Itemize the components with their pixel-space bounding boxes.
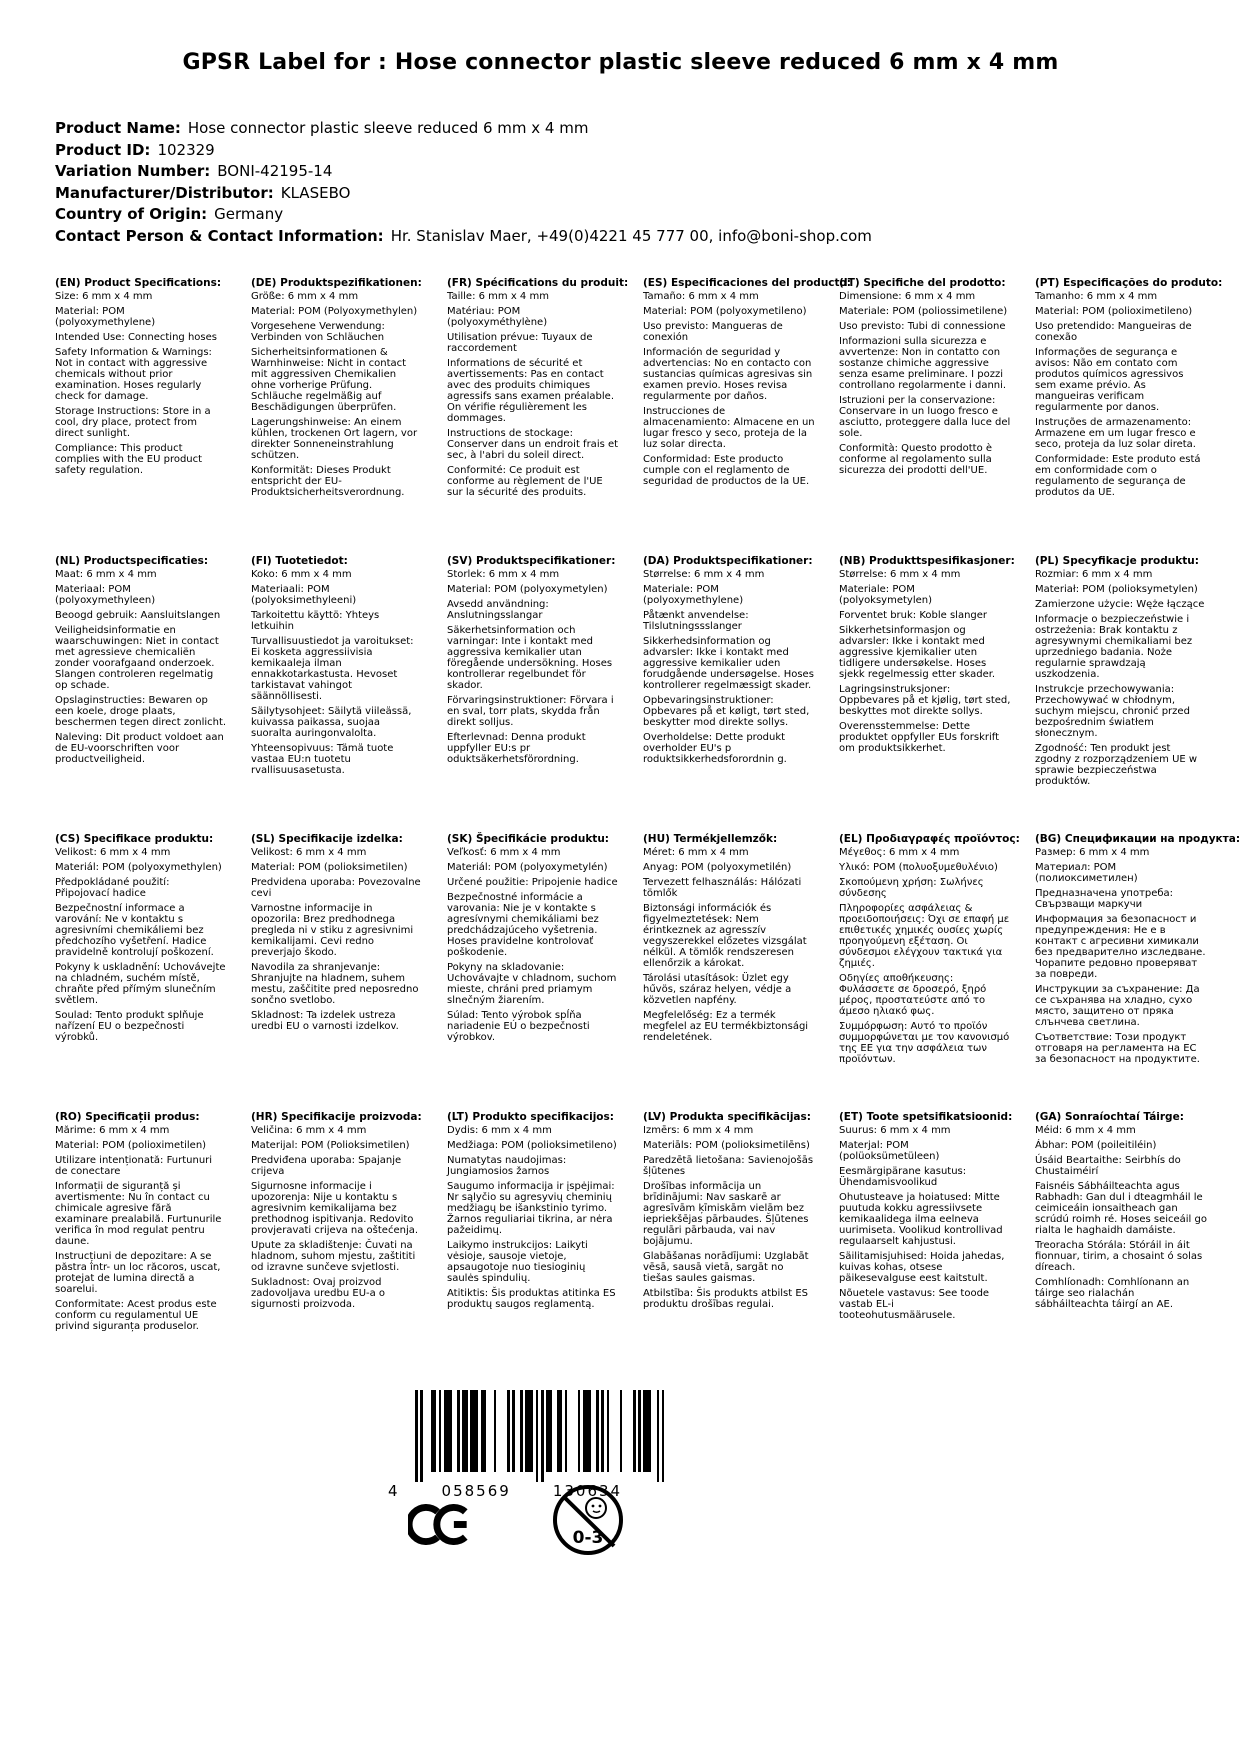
spec-item: Utilisation prévue: Tuyaux de raccordement — [447, 332, 593, 354]
spec-item: Informations de sécurité et avertissements: Pas en contact avec des produits chimiques agressifs sans examen préalable. On vérifie régulièrement les dommages. — [447, 358, 615, 424]
spec-item: Treoracha Stórála: Stóráil in áit fionnuar, tirim, a chosaint ó solas díreach. — [1035, 1240, 1203, 1273]
spec-item: Taille: 6 mm x 4 mm — [447, 291, 549, 302]
spec-header: (SL) Specifikacije izdelka: — [251, 833, 403, 845]
spec-item: Sicherheitsinformationen & Warnhinweise: Nicht in contact mit aggressiven Chemikalien ohne vorherige Prüfung. Schläuche regelmäßig auf Beschädigungen überprüfen. — [251, 347, 407, 413]
spec-header: (SK) Špecifikácie produktu: — [447, 833, 610, 845]
spec-item: Uso previsto: Tubi di connessione — [839, 321, 1006, 332]
spec-item: Säilitamisjuhised: Hoida jahedas, kuivas kohas, otsese päikesevalguse eest kaitstult. — [839, 1251, 1005, 1284]
spec-block-et — [839, 1112, 1011, 1390]
spec-item: Laikymo instrukcijos: Laikyti vėsioje, sausoje vietoje, apsaugotoje nuo tiesioginių saulės spindulių. — [447, 1240, 588, 1284]
spec-item: Sikkerhetsinformasjon og advarsler: Ikke i kontakt med aggressive kjemikalier uten tidligere undersøkelse. Hoses sjekk regelmessig etter skader. — [839, 625, 996, 680]
spec-block-sv — [447, 556, 619, 834]
spec-item: Vorgesehene Verwendung: Verbinden von Schläuchen — [251, 321, 385, 343]
spec-block-da — [643, 556, 815, 834]
contact-label: Contact Person & Contact Information: — [55, 226, 384, 245]
manufacturer-value: KLASEBO — [280, 183, 351, 202]
barcode-bar — [662, 1390, 665, 1482]
manufacturer-row — [55, 183, 872, 205]
barcode-bars — [415, 1390, 665, 1482]
spec-item: Určené použitie: Pripojenie hadice — [447, 877, 618, 888]
spec-header: (PT) Especificações do produto: — [1035, 277, 1223, 289]
spec-item: Zamierzone użycie: Węże łączące — [1035, 599, 1205, 610]
spec-item: Материал: POM (полиоксиметилен) — [1035, 862, 1138, 884]
spec-item: Påtænkt anvendelse: Tilslutningssslanger — [643, 610, 749, 632]
spec-header: (FI) Tuotetiedot: — [251, 555, 348, 567]
spec-item: Utilizare intenționată: Furtunuri de conectare — [55, 1155, 213, 1177]
spec-item: Méret: 6 mm x 4 mm — [643, 847, 749, 858]
spec-block-de — [251, 278, 423, 556]
spec-item: Material: POM (polyoxymetileno) — [643, 306, 807, 317]
spec-item: Информация за безопасност и предупреждения: Не е в контакт с агресивни химикали без предварително изследване. Чорапите редовно проверяват за повреди. — [1035, 914, 1206, 980]
manufacturer-label: Manufacturer/Distributor: — [55, 183, 274, 202]
spec-item: Conformità: Questo prodotto è conforme al regolamento sulla sicurezza dei prodotti dell'UE. — [839, 443, 993, 476]
spec-item: Sukladnost: Ovaj proizvod zadovoljava uredbu EU-a o sigurnosti proizvoda. — [251, 1277, 386, 1310]
spec-item: Pokyny na skladovanie: Uchovávajte v chladnom, suchom mieste, chráni pred priamym slnečným žiarením. — [447, 962, 617, 1006]
spec-block-lt — [447, 1112, 619, 1390]
spec-item: Atbilstība: Šis produkts atbilst ES produktu drošības regulai. — [643, 1288, 809, 1310]
spec-item: Instructions de stockage: Conserver dans un endroit frais et sec, à l'abri du soleil direct. — [447, 428, 619, 461]
spec-item: Materiāls: POM (polioksimetilēns) — [643, 1140, 810, 1151]
contact-value: Hr. Stanislav Maer, +49(0)4221 45 777 00, info@boni-shop.com — [390, 226, 872, 245]
spec-item: Maat: 6 mm x 4 mm — [55, 569, 157, 580]
spec-header: (EL) Προδιαγραφές προϊόντος: — [839, 833, 1020, 845]
spec-item: Megfelelőség: Ez a termék megfelel az EU termékbiztonsági rendeletének. — [643, 1010, 809, 1043]
spec-item: Información de seguridad y advertencias: No en contacto con sustancias químicas agresivas sin examen previo. Hoses revisa regularmente por daños. — [643, 347, 813, 402]
spec-item: Mărime: 6 mm x 4 mm — [55, 1125, 170, 1136]
spec-item: Предназначена употреба: Свързващи маркучи — [1035, 888, 1174, 910]
spec-item: Informacje o bezpieczeństwie i ostrzeżenia: Brak kontaktu z agresywnymi chemikaliami bez uprzedniego badania. Noże regularnie sprawdzają uszkodzenia. — [1035, 614, 1193, 680]
spec-item: Materjal: POM (polüoksümetüleen) — [839, 1140, 940, 1162]
country-of-origin-row — [55, 204, 872, 226]
spec-block-fi — [251, 556, 423, 834]
spec-item: Dydis: 6 mm x 4 mm — [447, 1125, 552, 1136]
spec-header: (ET) Toote spetsifikatsioonid: — [839, 1111, 1013, 1123]
spec-block-sl — [251, 834, 423, 1112]
spec-item: Pokyny k uskladnění: Uchovávejte na chladném, suchém místě, chraňte před přímým slunečním světlem. — [55, 962, 226, 1006]
age-warning-0-3-icon — [550, 1478, 626, 1570]
spec-block-hu — [643, 834, 815, 1112]
barcode-digit-group2: 130634 — [552, 1482, 623, 1500]
spec-block-en — [55, 278, 227, 556]
spec-block-pt — [1035, 277, 1223, 556]
spec-item: Conformidade: Este produto está em conformidade com o regulamento de segurança de produtos da UE. — [1035, 454, 1201, 498]
spec-header: (GA) Sonraíochtaí Táirge: — [1035, 1111, 1184, 1123]
spec-item: Instrucțiuni de depozitare: A se păstra într- un loc răcoros, uscat, protejat de lumina directă a soarelui. — [55, 1251, 221, 1295]
spec-item: Storlek: 6 mm x 4 mm — [447, 569, 560, 580]
spec-block-es — [643, 277, 851, 556]
product-name-row — [55, 118, 872, 140]
spec-item: Material: POM (polyoxymetylen) — [447, 584, 608, 595]
spec-item: Tamanho: 6 mm x 4 mm — [1035, 291, 1158, 302]
spec-item: Materiál: POM (polyoxymetylén) — [447, 862, 608, 873]
spec-item: Forventet bruk: Koble slanger — [839, 610, 988, 621]
spec-item: Ohutusteave ja hoiatused: Mitte puutuda kokku agressiivsete kemikaalidega ilma eelneva uurimiseta. Voolikud kontrollivad regulaarselt kahjustusi. — [839, 1192, 1003, 1247]
spec-header: (CS) Specifikace produktu: — [55, 833, 214, 845]
spec-item: Numatytas naudojimas: Jungiamosios žarnos — [447, 1155, 567, 1177]
spec-block-lv — [643, 1112, 815, 1390]
spec-item: Matériau: POM (polyoxyméthylène) — [447, 306, 548, 328]
spec-item: Инструкции за съхранение: Да се съхранява на хладно, сухо място, защитено от пряка слънчева светлина. — [1035, 984, 1200, 1028]
page-title: GPSR Label for : Hose connector plastic sleeve reduced 6 mm x 4 mm — [182, 50, 1059, 75]
spec-item: Velikost: 6 mm x 4 mm — [251, 847, 367, 858]
spec-item: Upute za skladištenje: Čuvati na hladnom, suhom mjestu, zaštititi od izravne sunčeve svjetlosti. — [251, 1240, 416, 1273]
spec-item: Säilytysohjeet: Säilytä viileässä, kuivassa paikassa, suojaa suoralta auringonvalolta. — [251, 706, 412, 739]
spec-item: Instruções de armazenamento: Armazene em um lugar fresco e seco, proteja da luz solar direta. — [1035, 417, 1196, 450]
country-of-origin-value: Germany — [214, 205, 284, 223]
spec-item: Veličina: 6 mm x 4 mm — [251, 1125, 367, 1136]
spec-item: Overholdelse: Dette produkt overholder EU's p roduktsikkerhedsforordnin g. — [643, 732, 787, 765]
spec-header: (NB) Produkttspesifikasjoner: — [839, 555, 1015, 567]
spec-item: Izmērs: 6 mm x 4 mm — [643, 1125, 754, 1136]
product-name-label: Product Name: — [55, 119, 181, 137]
spec-item: Compliance: This product complies with the EU product safety regulation. — [55, 443, 203, 476]
spec-item: Instrucciones de almacenamiento: Almacene en un lugar fresco y seco, proteja de la luz solar directa. — [643, 406, 815, 450]
spec-item: Anyag: POM (polyoxymetilén) — [643, 862, 792, 873]
spec-item: Bezpečnostní informace a varování: Ne v kontaktu s agresivními chemikáliemi bez předchozího vyšetření. Hadice pravidelně kontrolují poškození. — [55, 903, 214, 958]
spec-item: Opbevaringsinstruktioner: Opbevares på et køligt, tørt sted, beskytter mod direkte sollys. — [643, 695, 810, 728]
country-of-origin-label: Country of Origin: — [55, 205, 208, 223]
spec-item: Opslaginstructies: Bewaren op een koele, droge plaats, beschermen tegen direct zonlicht. — [55, 695, 227, 728]
spec-grid — [55, 277, 1241, 1390]
spec-item: Instrukcje przechowywania: Przechowywać w chłodnym, suchym miejscu, chronić przed bezpośrednim światłem słonecznym. — [1035, 684, 1190, 739]
product-info-block — [55, 118, 872, 247]
spec-item: Saugumo informacija ir įspėjimai: Nr sąlyčio su agresyvių cheminių medžiagų be išankstinio tyrimo. Žarnos reguliariai tikrina, ar nėra pažeidimų. — [447, 1181, 615, 1236]
spec-block-it — [839, 278, 1011, 556]
spec-item: Οδηγίες αποθήκευσης: Φυλάσσετε σε δροσερό, ξηρό μέρος, προστατεύστε από το άμεσο ηλιακό φως. — [839, 973, 987, 1017]
spec-header: (FR) Spécifications du produit: — [447, 277, 629, 289]
spec-item: Sigurnosne informacije i upozorenja: Nije u kontaktu s agresivnim kemikalijama bez prethodnog ispitivanja. Redovito provjeravati crijeva na oštećenja. — [251, 1181, 419, 1236]
spec-header: (DE) Produktspezifikationen: — [251, 277, 422, 289]
spec-item: Tamaño: 6 mm x 4 mm — [643, 291, 759, 302]
spec-item: Materiál: POM (polyoxymethylen) — [55, 862, 222, 873]
spec-item: Koko: 6 mm x 4 mm — [251, 569, 352, 580]
spec-block-cs — [55, 834, 227, 1112]
spec-block-nb — [839, 555, 1015, 834]
spec-block-hr — [251, 1112, 423, 1390]
spec-item: Größe: 6 mm x 4 mm — [251, 291, 359, 302]
spec-item: Materiał: POM (polioksymetylen) — [1035, 584, 1198, 595]
spec-item: Drošības informācija un brīdinājumi: Nav saskarē ar agresīvām ķīmiskām vielām bez iepriekšējas pārbaudes. Šļūtenes regulāri pārbauda, vai nav bojājumu. — [643, 1181, 809, 1247]
spec-item: Materiale: POM (polyoxymethylene) — [643, 584, 744, 606]
spec-item: Eesmärgipärane kasutus: Ühendamisvoolikud — [839, 1166, 967, 1188]
spec-item: Съответствие: Този продукт отговаря на регламента на ЕС за безопасност на продуктите. — [1035, 1032, 1200, 1065]
ean13-barcode — [415, 1390, 665, 1482]
product-id-value: 102329 — [157, 140, 215, 159]
product-id-row — [55, 140, 872, 162]
spec-item: Glabāšanas norādījumi: Uzglabāt vēsā, sausā vietā, sargāt no tiešas saules gaismas. — [643, 1251, 809, 1284]
spec-item: Material: POM (Polyoxymethylen) — [251, 306, 418, 317]
spec-header: (LV) Produkta specifikācijas: — [643, 1111, 811, 1123]
spec-block-fr — [447, 277, 629, 556]
spec-item: Turvallisuustiedot ja varoitukset: Ei kosketa aggressiivisia kemikaaleja ilman ennakkotarkastusta. Hevoset tarkistavat vahingot säännöllisesti. — [251, 636, 414, 702]
spec-item: Istruzioni per la conservazione: Conservare in un luogo fresco e asciutto, proteggere dalla luce del sole. — [839, 395, 1011, 439]
spec-header: (IT) Specifiche del prodotto: — [839, 277, 1006, 289]
spec-item: Yhteensopivuus: Tämä tuote vastaa EU:n tuotetu rvallisuusasetusta. — [251, 743, 394, 776]
spec-item: Předpokládané použití: Připojovací hadice — [55, 877, 170, 899]
spec-item: Nõuetele vastavus: See toode vastab EL-i tooteohutusmäärusele. — [839, 1288, 990, 1321]
spec-item: Tervezett felhasználás: Hálózati tömlők — [643, 877, 802, 899]
spec-item: Veiligheidsinformatie en waarschuwingen: Niet in contact met agressieve chemicaliën zonder voorafgaand onderzoek. Slangen controleren regelmatig op schade. — [55, 625, 219, 691]
age-range-label: 0-3 — [572, 1528, 604, 1548]
spec-item: Förvaringsinstruktioner: Förvara i en sval, torr plats, skydda från direkt solljus. — [447, 695, 614, 728]
spec-item: Safety Information & Warnings: Not in contact with aggressive chemicals without prior examination. Hoses regularly check for damage. — [55, 347, 212, 402]
barcode-digit-group1: 058569 — [441, 1482, 511, 1500]
spec-item: Rozmiar: 6 mm x 4 mm — [1035, 569, 1153, 580]
spec-item: Avsedd användning: Anslutningsslangar — [447, 599, 549, 621]
spec-block-ga — [1035, 1112, 1207, 1390]
spec-item: Faisnéis Sábháilteachta agus Rabhadh: Gan dul i dteagmháil le ceimiceáin ionsaitheach gan scrúdú roimh ré. Hoses seiceáil go rialta le haghaidh damáiste. — [1035, 1181, 1207, 1236]
spec-item: Συμμόρφωση: Αυτό το προϊόν συμμορφώνεται με τον κανονισμό της ΕΕ για την ασφάλεια των προϊόντων. — [839, 1021, 1010, 1065]
spec-item: Bezpečnostné informácie a varovania: Nie je v kontakte s agresívnymi chemikáliami bez predchádzajúceho vyšetrenia. Hoses pravidelne kontrolovať poškodenie. — [447, 892, 599, 958]
spec-item: Uso previsto: Mangueras de conexión — [643, 321, 783, 343]
spec-item: Πληροφορίες ασφάλειας & προειδοποιήσεις: Όχι σε επαφή με επιθετικές χημικές ουσίες χωρίς προηγούμενη εξέταση. Οι σύνδεσμοι ελέγχουν τακτικά για ζημιές. — [839, 903, 1010, 969]
spec-block-el — [839, 833, 1020, 1112]
spec-item: Varnostne informacije in opozorila: Brez predhodnega pregleda ni v stiku z agresivnimi kemikalijami. Cevi redno preverjajo škodo. — [251, 903, 414, 958]
spec-item: Skladnost: Ta izdelek ustreza uredbi EU o varnosti izdelkov. — [251, 1010, 399, 1032]
spec-item: Conformitate: Acest produs este conform cu regulamentul UE privind siguranța produselor. — [55, 1299, 217, 1332]
variation-number-value: BONI-42195-14 — [217, 162, 333, 180]
spec-item: Méid: 6 mm x 4 mm — [1035, 1125, 1136, 1136]
spec-item: Úsáid Beartaithe: Seirbhís do Chustaiméirí — [1035, 1155, 1181, 1177]
spec-header: (LT) Produkto specifikacijos: — [447, 1111, 614, 1123]
spec-header: (BG) Спецификации на продукта: — [1035, 833, 1241, 845]
spec-item: Size: 6 mm x 4 mm — [55, 291, 153, 302]
spec-header: (HU) Termékjellemzők: — [643, 833, 778, 845]
spec-item: Υλικό: POM (πολυοξυμεθυλένιο) — [839, 862, 998, 873]
spec-item: Overensstemmelse: Dette produktet oppfyller EUs forskrift om produktsikkerhet. — [839, 721, 1000, 754]
spec-item: Uso pretendido: Mangueiras de conexão — [1035, 321, 1192, 343]
spec-item: Material: POM (polioksimetilen) — [251, 862, 408, 873]
spec-item: Informações de segurança e avisos: Não em contato com produtos químicos agressivos sem exame prévio. As mangueiras verificam regularmente por danos. — [1035, 347, 1184, 413]
spec-block-pl — [1035, 556, 1207, 834]
variation-number-row — [55, 161, 872, 183]
spec-item: Material: POM (polioximetilen) — [55, 1140, 207, 1151]
spec-item: Zgodność: Ten produkt jest zgodny z rozporządzeniem UE w sprawie bezpieczeństwa produktów. — [1035, 743, 1198, 787]
spec-header: (DA) Produktspecifikationer: — [643, 555, 813, 567]
spec-item: Materijal: POM (Polioksimetilen) — [251, 1140, 410, 1151]
spec-item: Lagringsinstruksjoner: Oppbevares på et kjølig, tørt sted, beskyttes mot direkte sollys. — [839, 684, 1011, 717]
spec-item: Soulad: Tento produkt splňuje nařízení EU o bezpečnosti výrobků. — [55, 1010, 204, 1043]
spec-item: Predvidena uporaba: Povezovalne cevi — [251, 877, 421, 899]
spec-item: Conformité: Ce produit est conforme au règlement de l'UE sur la sécurité des produits. — [447, 465, 603, 498]
spec-item: Materiale: POM (polyoksymetylen) — [839, 584, 933, 606]
spec-item: Storage Instructions: Store in a cool, dry place, protect from direct sunlight. — [55, 406, 211, 439]
spec-item: Informații de siguranță și avertismente: Nu în contact cu chimicale agresive fără examinare prealabilă. Furtunurile verifica în mod regulat pentru daune. — [55, 1181, 222, 1247]
product-id-label: Product ID: — [55, 140, 151, 159]
spec-item: Materiaal: POM (polyoxymethyleen) — [55, 584, 156, 606]
spec-item: Intended Use: Connecting hoses — [55, 332, 217, 343]
spec-header: (NL) Productspecificaties: — [55, 555, 209, 567]
spec-item: Ábhar: POM (poileitiléin) — [1035, 1140, 1157, 1151]
spec-header: (EN) Product Specifications: — [55, 277, 222, 289]
spec-item: Naleving: Dit product voldoet aan de EU-voorschriften voor productveiligheid. — [55, 732, 224, 765]
spec-item: Μέγεθος: 6 mm x 4 mm — [839, 847, 960, 858]
spec-item: Beoogd gebruik: Aansluitslangen — [55, 610, 221, 621]
spec-item: Medžiaga: POM (polioksimetileno) — [447, 1140, 617, 1151]
contact-row — [55, 226, 872, 248]
spec-item: Materiale: POM (poliossimetilene) — [839, 306, 1008, 317]
spec-block-ro — [55, 1112, 227, 1390]
barcode-digit-lead: 4 — [388, 1482, 400, 1500]
spec-item: Biztonsági információk és figyelmeztetések: Nem érintkeznek az agresszív vegyszerekkel előzetes vizsgálat nélkül. A tömlők rendszeresen ellenőrzik a károkat. — [643, 903, 807, 969]
spec-item: Predviđena uporaba: Spajanje crijeva — [251, 1155, 402, 1177]
spec-item: Размер: 6 mm x 4 mm — [1035, 847, 1150, 858]
spec-item: Súlad: Tento výrobok spĺňa nariadenie EÚ o bezpečnosti výrobkov. — [447, 1010, 590, 1043]
spec-item: Størrelse: 6 mm x 4 mm — [839, 569, 961, 580]
spec-header: (RO) Specificații produs: — [55, 1111, 200, 1123]
spec-block-nl — [55, 556, 227, 834]
spec-item: Navodila za shranjevanje: Shranjujte na hladnem, suhem mestu, zaščitite pred neposredno sončno svetlobo. — [251, 962, 419, 1006]
product-name-value: Hose connector plastic sleeve reduced 6 mm x 4 mm — [187, 119, 589, 137]
spec-item: Material: POM (polioximetileno) — [1035, 306, 1193, 317]
spec-header: (SV) Produktspecifikationer: — [447, 555, 616, 567]
spec-item: Tarkoitettu käyttö: Yhteys letkuihin — [251, 610, 380, 632]
spec-block-sk — [447, 834, 619, 1112]
spec-item: Veľkosť: 6 mm x 4 mm — [447, 847, 561, 858]
variation-number-label: Variation Number: — [55, 162, 211, 180]
spec-header: (HR) Specifikacije proizvoda: — [251, 1111, 422, 1123]
spec-item: Paredzētā lietošana: Savienojošās šļūtenes — [643, 1155, 814, 1177]
spec-item: Lagerungshinweise: An einem kühlen, trockenen Ort lagern, vor direkter Sonneneinstrahlung schützen. — [251, 417, 418, 461]
spec-item: Material: POM (polyoxymethylene) — [55, 306, 156, 328]
spec-item: Dimensione: 6 mm x 4 mm — [839, 291, 976, 302]
spec-header: (PL) Specyfikacje produktu: — [1035, 555, 1199, 567]
spec-item: Säkerhetsinformation och varningar: Inte i kontakt med aggressiva kemikalier utan föregående undersökning. Hoses kontrollerar regelbundet för skador. — [447, 625, 613, 691]
spec-item: Efterlevnad: Denna produkt uppfyller EU:s pr oduktsäkerhetsförordning. — [447, 732, 586, 765]
spec-item: Informazioni sulla sicurezza e avvertenze: Non in contatto con sostanze chimiche aggressive senza esame preliminare. I pozzi controllano regolarmente i danni. — [839, 336, 1007, 391]
spec-block-bg — [1035, 833, 1241, 1112]
spec-item: Størrelse: 6 mm x 4 mm — [643, 569, 765, 580]
spec-item: Conformidad: Este producto cumple con el reglamento de seguridad de productos de la UE. — [643, 454, 810, 487]
spec-item: Sikkerhedsinformation og advarsler: Ikke i kontakt med aggressive kemikalier uden forudgående undersøgelse. Hoses kontrollerer regelmæssigt skader. — [643, 636, 814, 691]
spec-item: Atitiktis: Šis produktas atitinka ES produktų saugos reglamentą. — [447, 1288, 616, 1310]
spec-item: Konformität: Dieses Produkt entspricht der EU-Produktsicherheitsverordnung. — [251, 465, 405, 498]
ce-mark-icon — [408, 1497, 472, 1552]
spec-header: (ES) Especificaciones del producto: — [643, 277, 851, 289]
spec-item: Materiaali: POM (polyoksimethyleeni) — [251, 584, 357, 606]
spec-item: Suurus: 6 mm x 4 mm — [839, 1125, 951, 1136]
spec-item: Tárolási utasítások: Üzlet egy hűvös, száraz helyen, védje a közvetlen napfény. — [643, 973, 792, 1006]
spec-item: Velikost: 6 mm x 4 mm — [55, 847, 171, 858]
spec-item: Comhlíonadh: Comhlíonann an táirge seo rialachán sábháilteachta táirgí an AE. — [1035, 1277, 1190, 1310]
spec-item: Σκοπούμενη χρήση: Σωλήνες σύνδεσης — [839, 877, 984, 899]
